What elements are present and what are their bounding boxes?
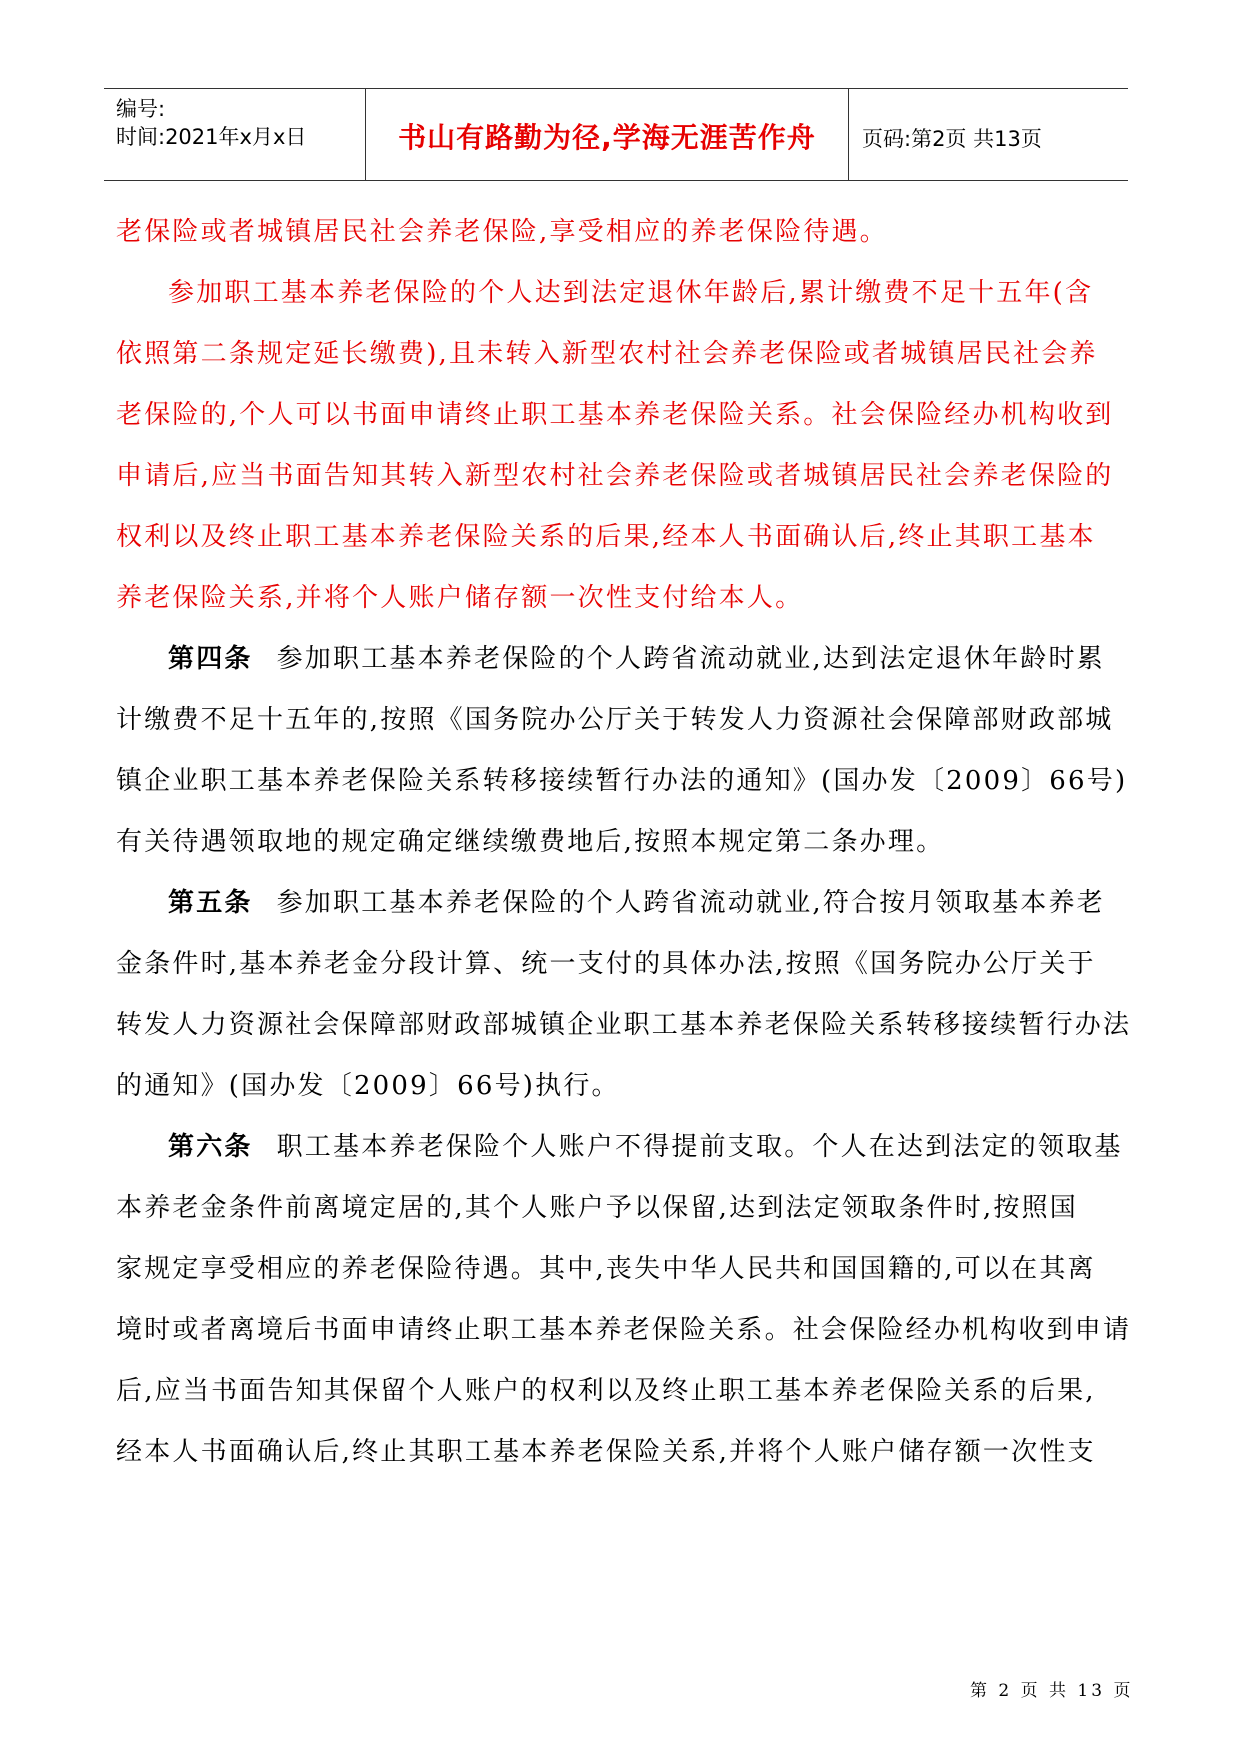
line-text: 老保险的,个人可以书面申请终止职工基本养老保险关系。社会保险经办机构收到: [116, 400, 1114, 430]
text-line: [116, 1188, 1150, 1249]
text-line: [116, 1066, 1150, 1127]
line-text: 金条件时,基本养老金分段计算、统一支付的具体办法,按照《国务院办公厅关于: [116, 949, 1096, 979]
text-line: [116, 1432, 1150, 1493]
article-heading: 第五条: [168, 888, 253, 918]
text-line: [116, 1127, 1150, 1188]
text-line: [116, 700, 1150, 761]
header-number: 编号:: [116, 97, 166, 121]
text-line: [116, 395, 1150, 456]
text-line: [116, 578, 1150, 639]
line-text: 职工基本养老保险个人账户不得提前支取。个人在达到法定的领取基: [276, 1132, 1123, 1162]
text-line: [116, 1371, 1150, 1432]
line-text: 计缴费不足十五年的,按照《国务院办公厅关于转发人力资源社会保障部财政部城: [116, 705, 1114, 735]
text-line: [116, 212, 1150, 273]
page-header: [104, 88, 1128, 181]
line-text: 权利以及终止职工基本养老保险关系的后果,经本人书面确认后,终止其职工基本: [116, 522, 1096, 552]
article-heading: 第六条: [168, 1132, 253, 1162]
header-motto: 书山有路勤为径,学海无涯苦作舟: [398, 121, 816, 154]
article-heading: 第四条: [168, 644, 253, 674]
line-text: 参加职工基本养老保险的个人达到法定退休年龄后,累计缴费不足十五年(含: [168, 278, 1094, 308]
text-line: [116, 1310, 1150, 1371]
line-text: 老保险或者城镇居民社会养老保险,享受相应的养老保险待遇。: [116, 217, 888, 247]
header-time: 时间:2021年x月x日: [116, 125, 307, 149]
text-line: [116, 334, 1150, 395]
text-line: [116, 517, 1150, 578]
line-text: 有关待遇领取地的规定确定继续缴费地后,按照本规定第二条办理。: [116, 827, 945, 857]
line-text: 转发人力资源社会保障部财政部城镇企业职工基本养老保险关系转移接续暂行办法: [116, 1010, 1132, 1040]
line-text: 境时或者离境后书面申请终止职工基本养老保险关系。社会保险经办机构收到申请: [116, 1315, 1132, 1345]
page-footer: 第 2 页 共 13 页: [970, 1681, 1134, 1701]
line-text: 申请后,应当书面告知其转入新型农村社会养老保险或者城镇居民社会养老保险的: [116, 461, 1114, 491]
header-page-number: 页码:第2页 共13页: [862, 127, 1042, 151]
header-divider: [365, 89, 366, 181]
document-body: [116, 212, 1150, 1493]
text-line: [116, 822, 1150, 883]
header-meta: [116, 95, 306, 151]
line-text: 家规定享受相应的养老保险待遇。其中,丧失中华人民共和国国籍的,可以在其离: [116, 1254, 1096, 1284]
line-text: 本养老金条件前离境定居的,其个人账户予以保留,达到法定领取条件时,按照国: [116, 1193, 1078, 1223]
line-text: 经本人书面确认后,终止其职工基本养老保险关系,并将个人账户储存额一次性支: [116, 1437, 1096, 1467]
text-line: [116, 1249, 1150, 1310]
text-line: [116, 456, 1150, 517]
line-text: 参加职工基本养老保险的个人跨省流动就业,达到法定退休年龄时累: [276, 644, 1105, 674]
line-text: 的通知》(国办发〔2009〕66号)执行。: [116, 1071, 620, 1101]
text-line: [116, 1005, 1150, 1066]
text-line: [116, 883, 1150, 944]
line-text: 参加职工基本养老保险的个人跨省流动就业,符合按月领取基本养老: [276, 888, 1105, 918]
line-text: 后,应当书面告知其保留个人账户的权利以及终止职工基本养老保险关系的后果,: [116, 1376, 1096, 1406]
text-line: [116, 639, 1150, 700]
text-line: [116, 273, 1150, 334]
line-text: 养老保险关系,并将个人账户储存额一次性支付给本人。: [116, 583, 804, 613]
line-text: 依照第二条规定延长缴费),且未转入新型农村社会养老保险或者城镇居民社会养: [116, 339, 1098, 369]
header-divider: [848, 89, 849, 181]
line-text: 镇企业职工基本养老保险关系转移接续暂行办法的通知》(国办发〔2009〕66号): [116, 766, 1128, 796]
text-line: [116, 761, 1150, 822]
text-line: [116, 944, 1150, 1005]
